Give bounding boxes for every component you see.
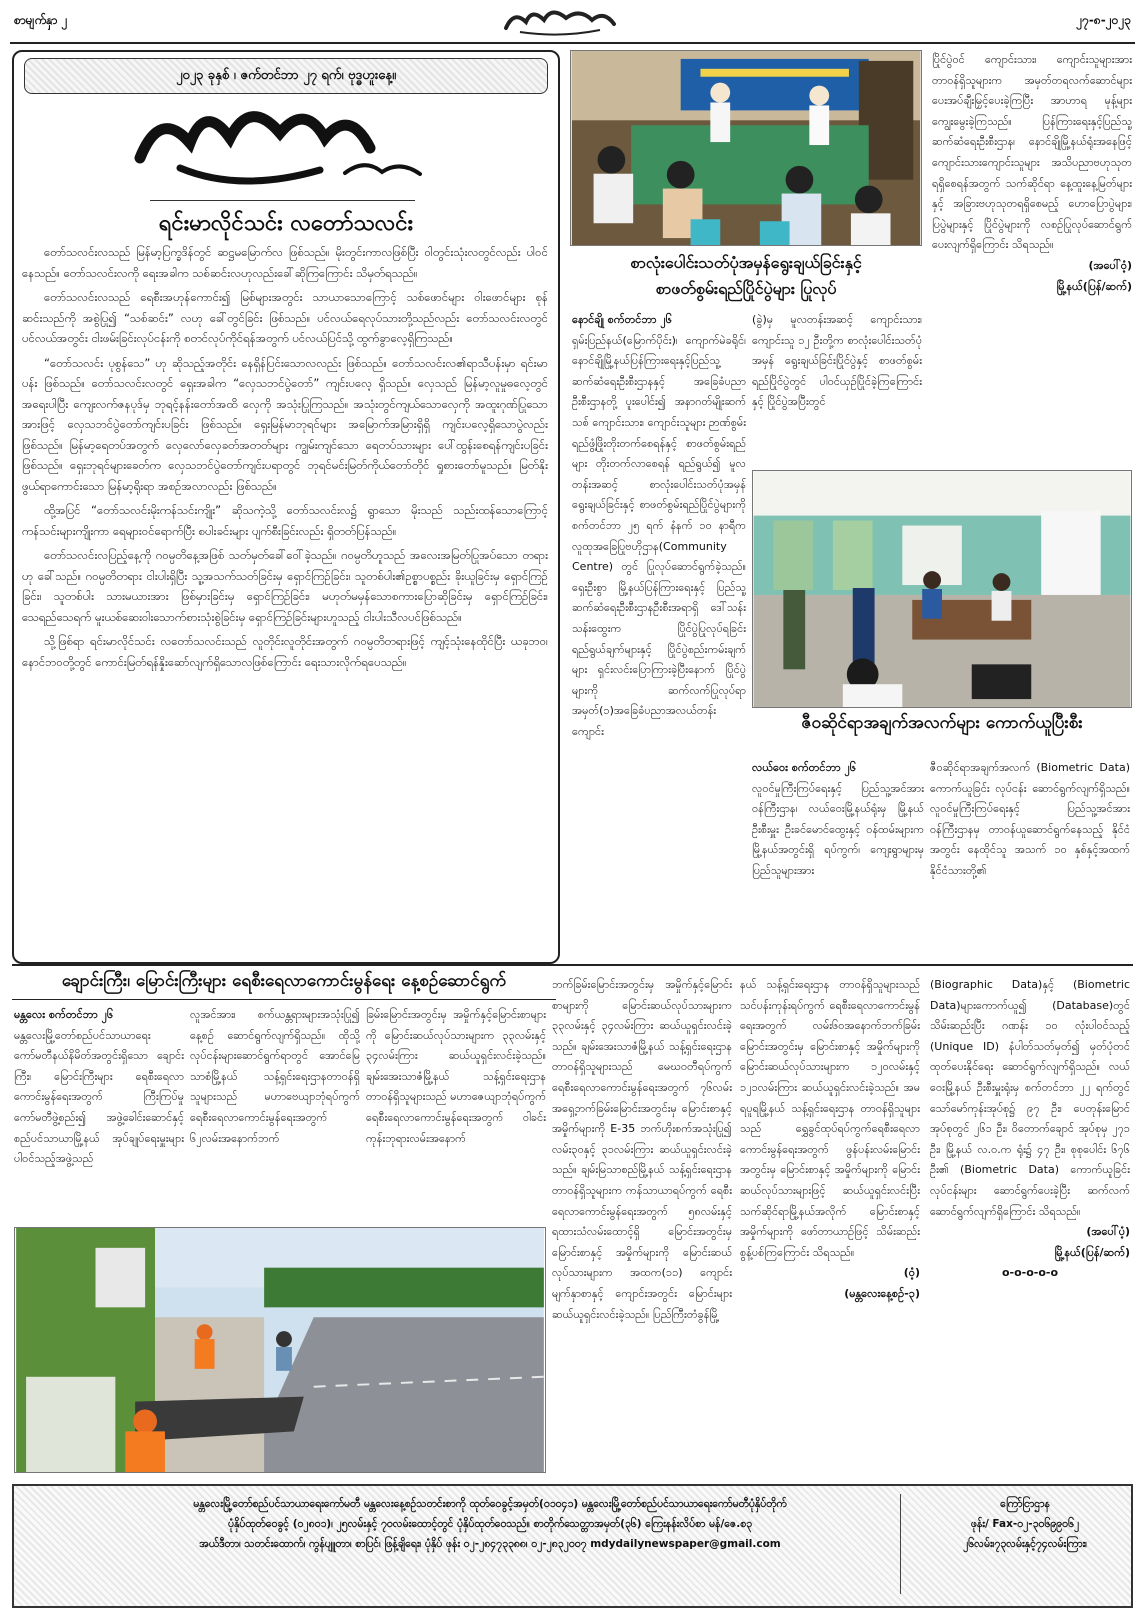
editorial-paragraph: တော်သလင်းလသည် ရေစီးအဟုန်ကောင်း၍ မြစ်များအတွင်း သာယာသောကြောင့် သစ်ဖောင်များ ဝါးဖောင်များ စုန်ဆင်းသည်ကို အစွဲပြု၍ “သစ်ဆင်း” လဟု ခေါ်တွင်ခြင်း ဖြစ်သည်။ ပင်လယ်ရေလုပ်သားတို့သည်လည်း တော်သလင်းလတွင် ပင်လယ်အတွင်း ငါးဖမ်းခြင်းလုပ်ငန်းကို စတင်လုပ်ကိုင်ရန်အတွက် ပင်လယ်ပြင်သို့ ထွက်ခွာလေ့ရှိကြသည်။ — [22, 290, 548, 345]
imprint-line: အယ်ဒီတာ၊ သတင်းထောက်၊ ကွန်ပျူတာ၊ စာပြင်၊ ဖြန့်ချိရေး၊ ပုံနှိပ် ဖုန်း ၀၂-၂၈၄၇၃၃၈၈၊ ၀၂-၂၈၃၂၀၀၇ mdydailynewspaper@gmail.com — [199, 1538, 781, 1550]
article3-column-5 — [740, 975, 920, 1470]
section-divider — [12, 964, 1133, 966]
article1-headline-line1: စာလုံးပေါင်းသတ်ပုံအမှန်ရွေးချယ်ခြင်းနှင့် — [630, 253, 862, 272]
end-mark: o-o-o-o-o — [1001, 1266, 1059, 1280]
article1-column-1 — [572, 310, 746, 956]
article2-credit: (အပေါ်ပံ့) — [1086, 1225, 1130, 1239]
article3-byline: မန္တလေး စက်တင်ဘာ ၂၆ — [14, 1008, 114, 1021]
drain-cleaning-photo — [14, 1227, 546, 1473]
article1-text-cont: ပြိုင်ပွဲဝင် ကျောင်းသား၊ ကျောင်းသူများအား တာဝန်ရှိသူများက အမှတ်တရလက်ဆောင်များ ပေးအပ်ချီးမြှင့်ပေးခဲ့ကြပြီး အာဟာရ မုန့်များ ကျွေးမွေးခဲ့ကြသည်။ ပြန်ကြားရေးနှင့်ပြည်သူ့ဆက်ဆံရေးဦးစီးဌာန၊ နောင်ချိုမြို့နယ်ရုံးအနေဖြင့် ကျောင်းသားကျောင်းသူများ အသိပညာဗဟုသုတ ရရှိစေရန်အတွက် သက်ဆိုင်ရာ နေ့ထူးနေ့မြတ်များနှင့် အခြားဗဟုသုတရရှိစေမည့် ဟောပြောပွဲများ၊ ပြပွဲများနှင့် ပြိုင်ပွဲများကို လစဉ်ပြုလုပ်ဆောင်ရွက်ပေးလျက်ရှိကြောင်း သိရသည်။ — [932, 53, 1132, 252]
article3-headline: ချောင်းကြီး၊ မြောင်းကြီးများ ရေစီးရေလာကောင်းမွန်ရေး နေ့စဉ်ဆောင်ရွက် — [12, 970, 556, 1000]
article2-text-cont: (Biographic Data)နှင့် (Biometric Data)များကောက်ယူ၍ (Database)တွင် သိမ်းဆည်းပြီး ဂဏန်း ၁၀ လုံးပါဝင်သည့် (Unique ID) နံပါတ်သတ်မှတ်၍ မှတ်ပုံတင်ထုတ်ပေးနိုင်ရေး ဆောင်ရွက်လျက်ရှိသည်။ လယ်ဝေးမြို့နယ် ဦးစီးမှူးရုံးမှ စက်တင်ဘာ ၂၂ ရက်တွင် သော်မော်ကုန်းအုပ်စု၌ ၉၇ ဦး၊ ပေတုန်းမြောင် အုပ်စုတွင် ၂၆၁ ဦး၊ ဝိတောက်ချောင် အုပ်စုမှ ၂၇၁ ဦး၊ မြို့နယ် လ.ဝ.က ရုံး၌ ၄၇ ဦး၊ စုစုပေါင်း ၆၇၆ ဦး၏ (Biometric Data) ကောက်ယူခြင်းလုပ်ငန်းများ ဆောင်ရွက်ပေးခဲ့ပြီး ဆက်လက်ဆောင်ရွက်လျက်ရှိကြောင်း သိရသည်။ — [930, 978, 1130, 1218]
masthead-logo — [120, 98, 440, 198]
article3-column-3: ခြမ်းမြောင်းအတွင်းမှ အမှိုက်နှင့်မြောင်းစာများကို မြောင်းဆယ်လုပ်သားများက ၃၃လမ်းနှင့် ၃၄လမ်းကြား ဆယ်ယူရှင်းလင်းခဲ့သည်။ ချမ်းအေးသာဇံမြို့နယ် သန့်ရှင်းရေးဌာန တာဝန်ရှိသူများသည် မဟာဇေယျာဘုံရပ်ကွက် ရေစီးရေလာကောင်းမွန်ရေးအတွက် ဝါခင်းကုန်းဘုရားလမ်းအနောက် — [366, 1008, 546, 1145]
page-date: ၂၇-၈-၂၀၂၃ — [1076, 13, 1131, 27]
article2-column-2: ဇီဝဆိုင်ရာအချက်အလက် (Biometric Data) ကောက်ယူခြင်း လုပ်ငန်း ဆောင်ရွက်လျက်ရှိသည်။ လူဝင်မှုကြီးကြပ်ရေးနှင့် ပြည်သူ့အင်အားဝန်ကြီးဌာနမှ တာဝန်ယူဆောင်ရွက်နေသည့် နိုင်ငံအတွင်း နေထိုင်သူ အသက် ၁၀ နှစ်နှင့်အထက် နိုင်ငံသားတို့၏ — [930, 761, 1130, 877]
article3-column-1 — [14, 1005, 184, 1220]
editorial-paragraph: သို့ဖြစ်ရာ ရင်းမာလိုင်သင်း လတော်သလင်းသည် လူတိုင်းလူတိုင်းအတွက် ဂဝမ္ပတိတရားဖြင့် ကျင့်သုံးနေထိုင်ပြီး ယခုဘဝ၊ နောင်ဘဝတို့တွင် ကောင်းမြတ်ရန်နှိုးဆော်လျက်ရှိသောလဖြစ်ကြောင်း ရေးသားလိုက်ရပေသည်။ — [22, 634, 548, 669]
article3-text-cont: နယ် သန့်ရှင်းရေးဌာန တာဝန်ရှိသူများသည် သင်ပန်းကုန်းရပ်ကွက် ရေစီးရေလာကောင်းမွန်ရေးအတွက် လမ်း၆၀အနောက်ဘက်ခြမ်းမြောင်းအတွင်းမှ မြောင်းစာနှင့် အမှိုက်များကို မြောင်းဆယ်လုပ်သားများက ၁၂၀လမ်းနှင့် ၁၂၁လမ်းကြား ဆယ်ယူရှင်းလင်းခဲ့သည်။ အမရပူရမြို့နယ် သန့်ရှင်းရေးဌာန တာဝန်ရှိသူများသည် ရွှေခွင်ထုပ်ရပ်ကွက်ရေစီးရေလာကောင်းမွန်ရေးအတွက် ဖွန်ပန်းလမ်းမြောင်းအတွင်းမှ မြောင်းစာနှင့် အမှိုက်များကို မြောင်းဆယ်လုပ်သားများဖြင့် ဆယ်ယူရှင်းလင်းပြီး သက်ဆိုင်ရာမြို့နယ်အလိုက် မြောင်းစာနှင့် အမှိုက်များကို ဖော်တာယာဉ်ဖြင့် သိမ်းဆည်းစွန့်ပစ်ကြကြောင်း သိရသည်။ — [740, 978, 920, 1259]
article1-headline — [570, 250, 922, 302]
biometric-photo — [752, 470, 1132, 708]
article1-byline: နောင်ချို စက်တင်ဘာ ၂၆ — [572, 313, 672, 326]
advertising-address: ၂၆လမ်း၊၇၃လမ်းနှင့်၇၄လမ်းကြား၊ — [963, 1538, 1087, 1550]
header-rule — [10, 42, 1135, 44]
advertising-dept: ကြော်ငြာဌာန — [1000, 1498, 1050, 1510]
title-rule — [150, 200, 415, 201]
article2-byline: လယ်ဝေး စက်တင်ဘာ ၂၆ — [752, 761, 857, 774]
editorial-paragraph: တော်သလင်းလပြည့်နေ့ကို ဂဝမ္ပတိနေ့အဖြစ် သတ်မှတ်ခေါ်ဝေါ်ခဲ့သည်။ ဂဝမ္ပတိဟူသည် အလေးအမြတ်ပြုအပ်သော တရားဟု ခေါ်သည်။ ဂဝမ္ပတိတရား ငါးပါးရှိပြီး သူ့အသက်သတ်ခြင်းမှ ရှောင်ကြဉ်ခြင်း၊ သူတစ်ပါး၏ဥစ္စာပစ္စည်း ခိုးယူခြင်းမှ ရှောင်ကြဉ်ခြင်း၊ သူတစ်ပါး သားမယားအား ဖြစ်မှားခြင်းမှ ရှောင်ကြဉ်ခြင်း၊ မဟုတ်မမှန်သောစကားပြောဆိုခြင်းမှ ရှောင်ကြဉ်ခြင်း၊ သေရည်သေရက် မူးယစ်ဆေးဝါးသောက်စားသုံးစွဲခြင်းမှ ရှောင်ကြဉ်ခြင်းများဟူသည့် ငါးပါးသီလပင်ဖြစ်သည်။ — [22, 548, 548, 624]
article3-column-2: လူအင်အား၊ စက်ယန္တရားများအသုံးပြု၍ နေ့စဉ် ဆောင်ရွက်လျက်ရှိသည်။ ထိုသို့လုပ်ငန်းများဆောင်ရွက်ရာတွင် အောင်မြေသာစံမြို့နယ် သန့်ရှင်းရေးဌာနတာဝန်ရှိသူများသည် မဟာဗေယျာဘုံရပ်ကွက် ရေစီးရေလာကောင်းမွန်ရေးအတွက် ၆၂လမ်းအနောက်ဘက် — [190, 1008, 360, 1145]
article1-credit: (အပေါ်ဝံ့) — [1088, 258, 1132, 272]
article1-source: မြို့နယ်(ပြန်/ဆက်) — [1056, 279, 1132, 293]
newspaper-logo — [500, 4, 620, 38]
article1-text: ရှမ်းပြည်နယ်(မြောက်ပိုင်း)၊ ကျောက်မဲခရိုင်၊ နောင်ချိုမြို့နယ်ပြန်ကြားရေးနှင့်ပြည်သူ့ဆက်ဆံရေးဦးစီးဌာနနှင့် အခြေခံပညာဦးစီးဌာနတို့ ပူးပေါင်း၍ အနာဂတ်မျိုးဆက်သစ် ကျောင်းသား၊ ကျောင်းသူများ ဉာဏ်စွမ်းရည်ဖွံ့ဖြိုးတိုးတက်စေရန်နှင့် စာဖတ်စွမ်းရည်များ တိုးတက်လာစေရန် ရည်ရွယ်၍ မူလတန်းအဆင့် စာလုံးပေါင်းသတ်ပုံအမှန်ရွေးချယ်ခြင်းနှင့် စာဖတ်စွမ်းရည်ပြိုင်ပွဲများကို စက်တင်ဘာ ၂၅ ရက် နံနက် ၁၀ နာရီက လူထုအခြေပြုဗဟိုဌာန(Community Centre) တွင် ပြုလုပ်ဆောင်ရွက်ခဲ့သည်။ ရှေးဦးစွာ မြို့နယ်ပြန်ကြားရေးနှင့် ပြည်သူ့ဆက်ဆံရေးဦးစီးဌာနဦးစီးအရာရှိ ဒေါ်သန်းသန်းထွေးက ပြိုင်ပွဲပြုလုပ်ရခြင်း ရည်ရွယ်ချက်များနှင့် ပြိုင်ပွဲစည်းကမ်းချက်များ ရှင်းလင်းပြောကြားခဲ့ပြီးနောက် ပြိုင်ပွဲများကို ဆက်လက်ပြုလုပ်ရာ အမှတ်(၁)အခြေခံပညာအလယ်တန်းကျောင်း — [572, 333, 746, 738]
article2-column-3 — [930, 975, 1130, 1470]
advertising-contact — [920, 1494, 1130, 1554]
editorial-body — [22, 242, 548, 954]
article2-text: လူဝင်မှုကြီးကြပ်ရေးနှင့် ပြည်သူ့အင်အားဝန်ကြီးဌာန၊ လယ်ဝေးမြို့နယ်ရုံးမှ မြို့နယ်ဦးစီးမှူး ဦးခင်မောင်ထွေးနှင့် ဝန်ထမ်းများက မြို့နယ်အတွင်းရှိ ရပ်ကွက်၊ ကျေးရွာများမှ ပြည်သူများအား — [752, 781, 924, 877]
imprint-line: ပုံနှိပ်ထုတ်ဝေခွင့် (၀၂၈၀၁)၊ ၂၅လမ်းနှင့် ၇၀လမ်းထောင့်တွင် ပုံနှိပ်ထုတ်ဝေသည်။ စာတိုက်သေတ္တာအမှတ်(၃၆) ကြေးနန်းလိပ်စာ မန်/ဇေ.စ၃ — [227, 1518, 753, 1530]
article2-headline: ဇီဝဆိုင်ရာအချက်အလက်များ ကောက်ယူပြီးစီး — [801, 713, 1083, 733]
article2-column-1 — [752, 758, 924, 963]
advertising-phone: ဖုန်း/ Fax-၀၂-၃၀၆၉၉၀၆၂ — [970, 1518, 1080, 1530]
editorial-paragraph: တော်သလင်းလသည် မြန်မာ့ပြက္ခဒိန်တွင် ဆဋ္ဌမမြောက်လ ဖြစ်သည်။ မိုးတွင်းကာလဖြစ်ပြီး ဝါတွင်းသုံးလတွင်လည်း ပါဝင်နေသည်။ တော်သလင်းလကို ရေးအခါက သစ်ဆင်းလဟုလည်းခေါ်ဆိုကြကြောင်း သိမှတ်ရသည်။ — [22, 245, 548, 280]
article2-source: မြို့နယ်(ပြန်/ဆက်) — [1054, 1245, 1130, 1259]
page-number: စာမျက်နှာ ၂ — [14, 13, 68, 27]
article1-column-2: (ခွဲ)မှ မူလတန်းအဆင့် ကျောင်းသား၊ ကျောင်းသူ ၁၂ ဦးတို့က စာလုံးပေါင်းသတ်ပုံအမှန် ရွေးချယ်ခြင်းပြိုင်ပွဲနှင့် စာဖတ်စွမ်းရည်ပြိုင်ပွဲတွင် ပါဝင်ယှဉ်ပြိုင်ခဲ့ကြကြောင်းနှင့် ပြိုင်ပွဲအပြီးတွင် — [752, 313, 922, 409]
article3-source: (မန္တလေးနေ့စဉ်-၃) — [844, 1286, 920, 1300]
imprint-text — [80, 1494, 900, 1554]
editorial-paragraph: “တော်သလင်း ပုစွန်သေ” ဟု ဆိုသည့်အတိုင်း နေရှိန်ပြင်းသောလလည်း ဖြစ်သည်။ တော်သလင်းလ၏ရာသီပန်းမှာ ရင်းမာပန်း ဖြစ်သည်။ တော်သလင်းလတွင် ရှေးအခါက “လှေသဘင်ပွဲတော်” ကျင်းပလေ့ ရှိသည်။ လှေသည် မြန်မာ့လူမှုဓလေ့တွင် အရေးပါပြီး ကျေးလက်ဇနပုဒ်မှ ဘုရင့်နန်းတော်အထိ လှေကို အသုံးပြုကြသည်။ အသုံးတွင်ကျယ်သောလှေကို အထူးဂုဏ်ပြုသောအားဖြင့် လှေသဘင်ပွဲတော်ကျင်းပခြင်း ဖြစ်သည်။ ရှေးမြန်မာဘုရင်များ အမြောက်အမြားရှိရှိ ကျင်းပလေ့ရှိသောပွဲလည်း ဖြစ်သည်။ မြန်မာ့ရေတပ်အတွက် လှေလော်လှေခတ်အတတ်များ ကျွမ်းကျင်သော ရေတပ်သားများ ပေါ်ထွန်းစေရန်ကျင်းပခြင်း ဖြစ်သည်။ ရှေးဘုရင်များခေတ်က လှေသဘင်ပွဲတော်ကျင်းပရာတွင် ဘုရင်မင်းမြတ်ကိုယ်တော်တိုင် ရှုစားတော်မူသည်။ မြတ်နိုးဖွယ်ရာကောင်းသော မြန်မာ့ရိုးရာ အစဉ်အလာလည်း ဖြစ်သည်။ — [22, 355, 548, 493]
editorial-paragraph: ထို့အပြင် “တော်သလင်းမိုးကန်သင်းကျိုး” ဆိုသကဲ့သို့ တော်သလင်းလ၌ ရွာသော မိုးသည် သည်းထန်သောကြောင့် ကန်သင်းများကျိုးကာ ရေများဝင်ရောက်ပြီး စပါးခင်းများ ပျက်စီးခြင်းလည်း ရှိတတ်ပြန်သည်။ — [22, 503, 548, 538]
imprint-line: မန္တလေးမြို့တော်စည်ပင်သာယာရေးကော်မတီ မန္တလေးနေ့စဉ်သတင်းစာကို ထုတ်ဝေခွင့်အမှတ်(၀၁၀၄၁) မန္တလေးမြို့တော်စည်ပင်သာယာရေးကော်မတီပုံနှိပ်တိုက် — [193, 1498, 787, 1510]
editorial-date-line: ၂၀၂၃ ခုနှစ် ၊ ဇက်တင်ဘာ ၂၇ ရက်၊ ဗုဒ္ဓဟူးနေ့။ — [24, 58, 548, 94]
article3-text: မန္တလေးမြို့တော်စည်ပင်သာယာရေးကော်မတီနယ်နိမိတ်အတွင်းရှိသော ချောင်းကြီး၊ မြောင်းကြီးများ ရေစီးရေလာကောင်းမွန်ရေးအတွက် ကြီးကြပ်မှုကော်မတီဖွဲ့စည်း၍ အဖွဲ့ခေါင်းဆောင်နှင့် စည်ပင်သာယာမြို့နယ် အုပ်ချုပ်ရေးမှူးများပါဝင်သည့်အဖွဲ့သည် — [14, 1028, 184, 1166]
editorial-title: ရင်းမာလိုင်သင်း လတော်သလင်း — [158, 211, 414, 236]
article3-credit: (ဝံ့) — [903, 1266, 920, 1280]
competition-photo — [570, 50, 922, 246]
article3-column-4: ဘက်ခြမ်းမြောင်းအတွင်းမှ အမှိုက်နှင့်မြောင်းစာများကို မြောင်းဆယ်လုပ်သားများက ၃၃လမ်းနှင့် ၃၄လမ်းကြား ဆယ်ယူရှင်းလင်းခဲ့သည်။ ချမ်းအေးသာဇံမြို့နယ် သန့်ရှင်းရေးဌာန တာဝန်ရှိသူများသည် မေဃဝတီရပ်ကွက် ရေစီးရေလာကောင်းမွန်ရေးအတွက် ၇၆လမ်းအရှေ့ဘက်ခြမ်းမြောင်းအတွင်းမှ မြောင်းစာနှင့် အမှိုက်များကို E-35 ဘက်ဟိုးစက်အသုံးပြု၍ လမ်း၃၀နှင့် ၃၁လမ်းကြား ဆယ်ယူရှင်းလင်းခဲ့သည်။ ချမ်းမြသာစည်မြို့နယ် သန့်ရှင်းရေးဌာနတာဝန်ရှိသူများက ကန်သာယာရပ်ကွက် ရေစီးရေလာကောင်းမွန်ရေးအတွက် ၅၈လမ်းနှင့် ရထားသံလမ်းထောင့်ရှိ မြောင်းအတွင်းမှ မြောင်းစာနှင့် အမှိုက်များကို မြောင်းဆယ်လုပ်သားများက အထက(၁၁) ကျောင်းမျက်နှာစာနှင့် ကျောင်းအတွင်း မြောင်းများဆယ်ယူရှင်းလင်းခဲ့သည်။ ပြည်ကြီးတံခွန်မြို့ — [552, 978, 732, 1321]
article1-headline-line2: စာဖတ်စွမ်းရည်ပြိုင်ပွဲများ ပြုလုပ် — [655, 279, 837, 298]
imprint-divider — [900, 1494, 901, 1594]
